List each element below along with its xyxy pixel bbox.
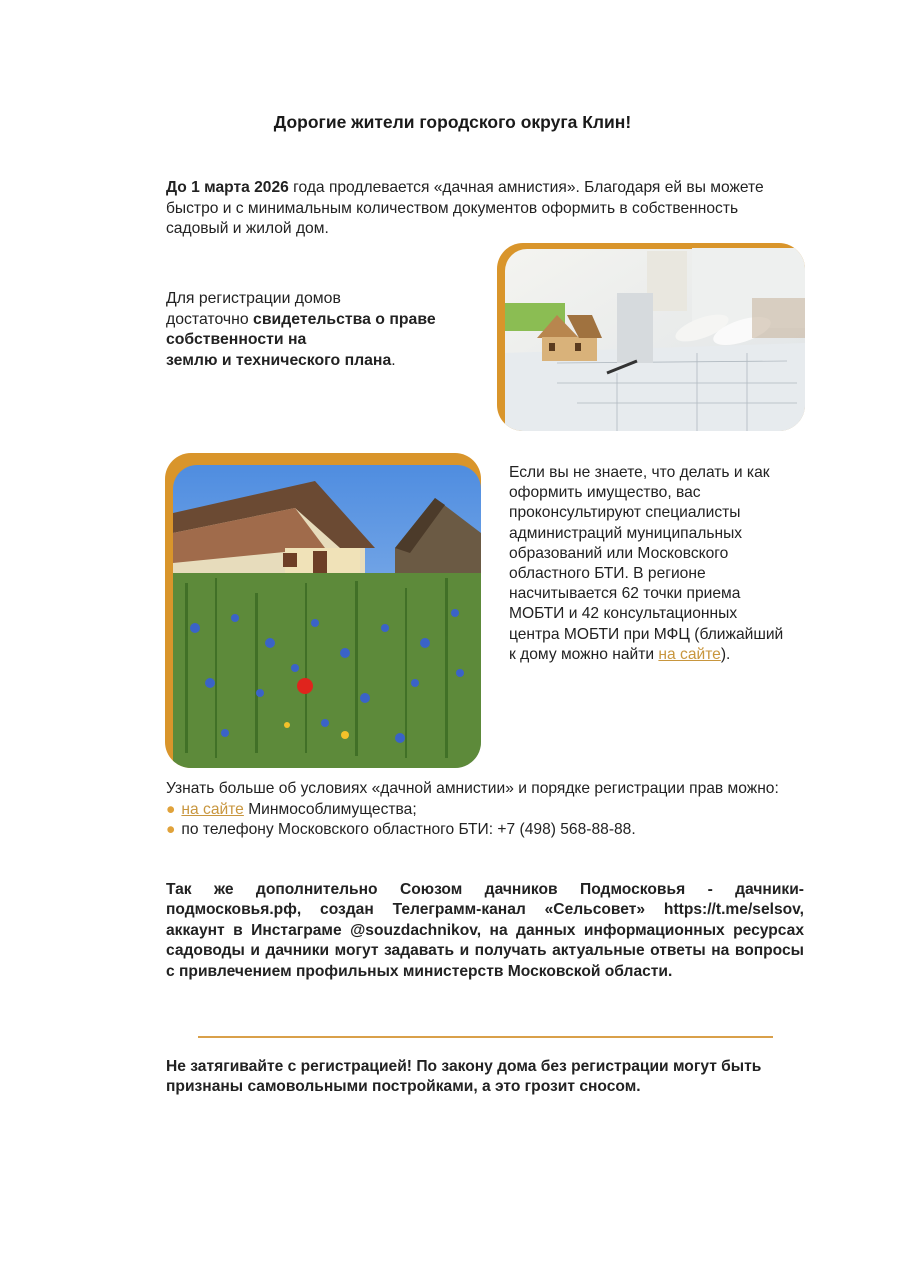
intro-paragraph	[166, 178, 786, 240]
divider	[198, 1036, 773, 1038]
house-model-image	[497, 243, 805, 431]
consult-site-link[interactable]: на сайте	[658, 645, 721, 663]
consult-paragraph: Если вы не знаете, что делать и как оформить имущество, вас проконсультируют специалисты администраций муниципальных образований или Московского областного БТИ. В регионе насчитывается 62 точки приема МОБТИ и 42 консультационных центра МОБТИ при МФЦ (ближайший к дому можно найти на сайте).	[509, 464, 784, 663]
bullet-icon: ●	[166, 800, 176, 818]
meadow-image	[165, 453, 481, 768]
house-meadow-photo	[165, 453, 481, 768]
union-paragraph: Так же дополнительно Союзом дачников Подмосковья - дачники-подмосковья.рф, создан Телеграмм-канал «Сельсовет» https://t.me/selsov, аккаунт в Инстаграме @souzdachnikov, на данных информационных ресурсах садоводы и дачники могут задавать и получать актуальные ответы на вопросы с привлечением профильных министерств Московской области.	[166, 881, 804, 980]
deadline-date: До 1 марта 2026	[166, 179, 289, 196]
warning-paragraph: Не затягивайте с регистрацией! По закону дома без регистрации могут быть признаны самовольными постройками, а это грозит сносом.	[166, 1058, 762, 1096]
page-title: Дорогие жители городского округа Клин!	[273, 112, 632, 132]
more-info-paragraph: Узнать больше об условиях «дачной амнистии» и порядке регистрации прав можно: ● на сайте Минмособлимущества; ● по телефону Московского областного БТИ: +7 (498) 568-88-88.	[166, 779, 806, 841]
ministry-site-link[interactable]: на сайте	[181, 800, 244, 818]
intro-text: года продлевается «дачная амнистия». Благодаря ей вы можете быстро и с минимальным количеством документов оформить в собственность садовый и жилой дом.	[166, 179, 764, 237]
house-model-blueprints-photo	[497, 243, 805, 431]
list-item: ● на сайте Минмособлимущества;	[166, 800, 417, 818]
bullet-icon: ●	[166, 821, 176, 838]
list-item: ● по телефону Московского областного БТИ: +7 (498) 568-88-88.	[166, 821, 636, 838]
documents-paragraph: Для регистрации домов достаточно свидетельства о праве собственности на землю и технического плана.	[166, 290, 436, 369]
